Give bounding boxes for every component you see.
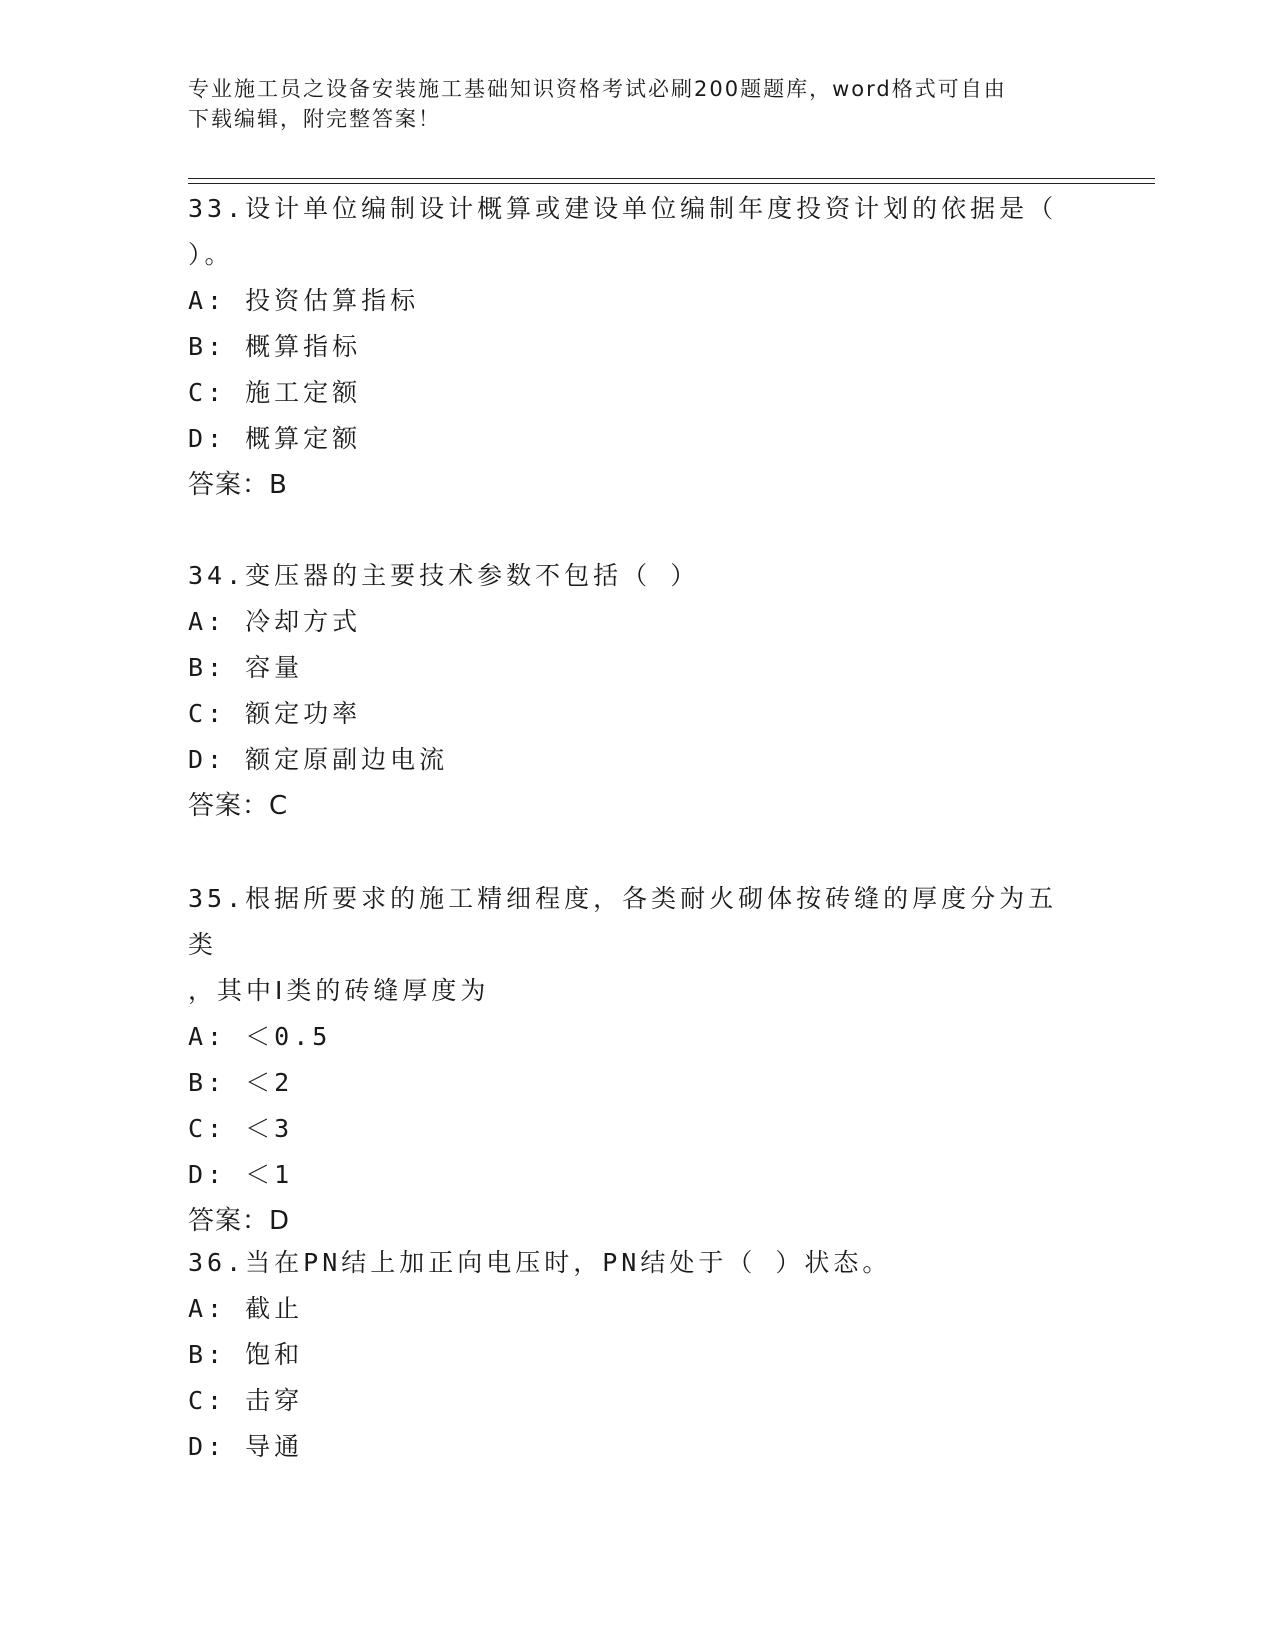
option-d: D: 导通 bbox=[188, 1432, 304, 1461]
option-b: B: 概算指标 bbox=[188, 332, 362, 361]
option-c: C: 击穿 bbox=[188, 1386, 304, 1415]
option-d: D: ＜1 bbox=[188, 1160, 294, 1189]
answer: 答案：D bbox=[188, 1206, 291, 1236]
header-rule-top bbox=[188, 178, 1155, 179]
option-d: D: 概算定额 bbox=[188, 424, 362, 453]
answer: 答案：B bbox=[188, 470, 288, 500]
option-c: C: 额定功率 bbox=[188, 699, 362, 728]
question-text-line-1: 35.根据所要求的施工精细程度，各类耐火砌体按砖缝的厚度分为五类 bbox=[188, 884, 1058, 959]
option-b: B: ＜2 bbox=[188, 1068, 294, 1097]
question-36 bbox=[188, 1240, 1078, 1470]
question-text-line-1: 33.设计单位编制设计概算或建设单位编制年度投资计划的依据是（ bbox=[188, 194, 1058, 223]
option-a: A: 投资估算指标 bbox=[188, 286, 420, 315]
option-c: C: ＜3 bbox=[188, 1114, 294, 1143]
option-d: D: 额定原副边电流 bbox=[188, 745, 449, 774]
header-rule-bottom bbox=[188, 183, 1155, 184]
option-a: A: 截止 bbox=[188, 1294, 304, 1323]
option-a: A: ＜0.5 bbox=[188, 1022, 332, 1051]
question-text-line-1: 34.变压器的主要技术参数不包括（ ） bbox=[188, 561, 700, 590]
question-35 bbox=[188, 876, 1078, 1244]
question-text-line-1: 36.当在PN结上加正向电压时，PN结处于（ ）状态。 bbox=[188, 1248, 892, 1277]
header-line-2: 下载编辑，附完整答案！ bbox=[188, 107, 441, 131]
question-text-line-2: ，其中Ⅰ类的砖缝厚度为 bbox=[188, 976, 490, 1005]
answer: 答案：C bbox=[188, 791, 289, 821]
question-text-line-2: ）。 bbox=[188, 240, 234, 269]
option-b: B: 容量 bbox=[188, 653, 304, 682]
question-33 bbox=[188, 186, 1078, 508]
option-c: C: 施工定额 bbox=[188, 378, 362, 407]
header-line-1: 专业施工员之设备安装施工基础知识资格考试必刷200题题库，word格式可自由 bbox=[188, 77, 1007, 101]
question-34 bbox=[188, 553, 1078, 829]
document-header bbox=[188, 74, 1068, 134]
option-a: A: 冷却方式 bbox=[188, 607, 362, 636]
option-b: B: 饱和 bbox=[188, 1340, 304, 1369]
